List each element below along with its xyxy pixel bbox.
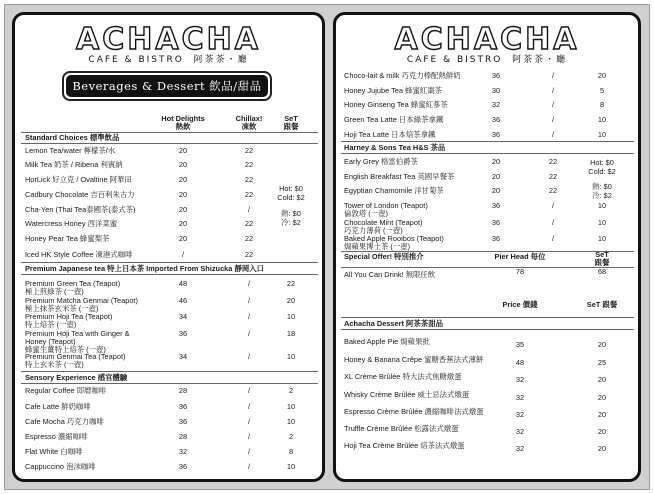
menu-item-name: Green Tea Latte 日本綠茶拿鐵 <box>344 115 444 124</box>
menu-item-set-price: 8 <box>599 100 605 109</box>
menu-item-name: Honey Ginseng Tea 蜂蜜紅蔘茶 <box>344 100 448 109</box>
menu-item-hot-price: 20 <box>178 205 188 214</box>
menu-item-hot-price: 20 <box>178 146 188 155</box>
banner-title: Beverages & Dessert 飲品/甜品 <box>66 75 268 97</box>
menu-item-chill-price: / <box>551 130 555 139</box>
menu-item-name-line2: 極上煎綠茶 (一壺) <box>25 287 84 296</box>
menu-item-chill-price: / <box>551 201 555 210</box>
dessert-item-set-price: 20 <box>597 427 607 436</box>
menu-item-name: HorLick 好立克 / Ovaltine 阿華田 <box>25 175 132 184</box>
menu-item-set-price: 10 <box>597 130 607 139</box>
menu-item-set-price: 18 <box>286 329 296 338</box>
price-note-zh: 冷: $2 <box>281 218 301 227</box>
menu-item-hot-price: 28 <box>178 432 188 441</box>
menu-item-chill-price: / <box>247 352 251 361</box>
menu-item-hot-price: 20 <box>178 175 188 184</box>
menu-item-name-line2: 焗蘋果博士茶 (一壺) <box>344 242 411 251</box>
menu-item-hot-price: / <box>181 250 185 259</box>
menu-item-hot-price: 36 <box>178 402 188 411</box>
menu-item-name: Espresso 濃縮咖啡 <box>25 432 88 441</box>
menu-item-chill-price: 22 <box>244 160 254 169</box>
menu-item-set-price: 5 <box>599 86 605 95</box>
divider <box>21 371 318 372</box>
menu-item-set-price: 10 <box>286 402 296 411</box>
menu-item-hot-price: 20 <box>491 157 501 166</box>
menu-item-set-price: 10 <box>286 352 296 361</box>
price-note-zh: 冷: $2 <box>592 191 612 200</box>
menu-item-name: Egyptian Chamomile 洋甘菊茶 <box>344 186 444 195</box>
menu-item-chill-price: / <box>247 329 251 338</box>
menu-item-name: Honey Pear Tea 蜂蜜梨茶 <box>25 234 110 243</box>
menu-item-name-line2: 特上焙茶 (一壺) <box>25 320 77 329</box>
menu-item-hot-price: 36 <box>178 329 188 338</box>
dessert-item-price: 48 <box>515 358 525 367</box>
price-note-zh: 熱: $0 <box>592 182 612 191</box>
menu-item-hot-price: 36 <box>491 218 501 227</box>
menu-item-chill-price: 22 <box>244 190 254 199</box>
menu-item-chill-price: 22 <box>244 234 254 243</box>
menu-item-chill-price: 22 <box>244 219 254 228</box>
dessert-item-price: 32 <box>515 427 525 436</box>
price-note: Cold: $2 <box>588 167 616 176</box>
menu-item-name: Lemon Tea/water 檸檬茶/水 <box>25 146 116 155</box>
menu-item-name: Chocolate Mint (Teapot) <box>344 218 423 227</box>
menu-item-hot-price: 28 <box>178 386 188 395</box>
menu-item-hot-price: 36 <box>491 234 501 243</box>
menu-item-name-line2: Honey (Teapot) <box>25 337 76 346</box>
menu-item-name: Cafe Mocha 巧克力咖啡 <box>25 417 104 426</box>
menu-item-chill-price: / <box>247 462 251 471</box>
menu-item-chill-price: / <box>247 417 251 426</box>
menu-item-name: Premium Hoji Tea with Ginger & <box>25 329 130 338</box>
menu-item-chill-price: / <box>551 218 555 227</box>
dessert-item-price: 35 <box>515 340 525 349</box>
menu-item-hot-price: 20 <box>491 172 501 181</box>
header-set-zh: 跟餐 <box>283 122 299 131</box>
divider <box>21 274 318 275</box>
section-banner <box>62 71 272 101</box>
menu-item-hot-price: 36 <box>178 462 188 471</box>
section-title-japanese: Premium Japanese tea 特上日本茶 Imported From Shizucka 靜岡入口 <box>25 264 265 273</box>
menu-item-name: Flat White 白咖啡 <box>25 447 83 456</box>
menu-item-hot-price: 32 <box>178 447 188 456</box>
price-note: Cold: $2 <box>277 193 305 202</box>
logo-chinese: 阿茶茶・廳 <box>193 55 249 65</box>
menu-item-set-price: 10 <box>597 201 607 210</box>
dessert-item-set-price: 20 <box>597 444 607 453</box>
menu-page-right <box>333 12 641 482</box>
menu-item-hot-price: 36 <box>491 201 501 210</box>
menu-item-name-line2: 極上抹茶玄米茶 (一壺) <box>25 304 99 313</box>
menu-item-chill-price: / <box>247 386 251 395</box>
menu-item-set-price: 20 <box>286 296 296 305</box>
menu-item-hot-price: 30 <box>491 86 501 95</box>
menu-item-set-price: 10 <box>286 312 296 321</box>
menu-item-chill-price: / <box>551 86 555 95</box>
dessert-item-name: Truffle Crème Brûlée 松露法式燉蛋 <box>344 424 459 433</box>
header-chill-zh: 凍飲 <box>241 122 257 131</box>
divider <box>21 383 318 384</box>
logo-chinese: 阿茶茶・廳 <box>512 55 568 65</box>
menu-item-name: Cafe Latte 鮮奶咖啡 <box>25 402 91 411</box>
menu-item-name: Milk Tea 奶茶 / Ribena 利賓納 <box>25 160 123 169</box>
menu-item-chill-price: 22 <box>548 186 558 195</box>
menu-item-name-line3: 蜂蜜生薑特上焙茶 (一壺) <box>25 345 106 354</box>
menu-item-name-line2: 特上玄米茶 (一壺) <box>25 360 84 369</box>
menu-item-name: Premium Genmai Tea (Teapot) <box>25 352 126 361</box>
section-title-sensory: Sensory Experience 感官體驗 <box>25 373 128 382</box>
menu-item-set-price: 8 <box>288 447 294 456</box>
divider <box>21 143 318 144</box>
price-note-zh: 熱: $0 <box>281 209 301 218</box>
divider <box>341 329 634 330</box>
dessert-item-set-price: 25 <box>597 358 607 367</box>
logo-subtitle: CAFE & BISTRO <box>88 55 184 65</box>
dessert-item-name: Espresso Crème Brûlée 濃縮咖啡法式燉蛋 <box>344 407 484 416</box>
header-set: SeT <box>284 114 298 123</box>
menu-item-set-price: 10 <box>286 462 296 471</box>
menu-item-chill-price: / <box>247 432 251 441</box>
header-set: SeT <box>595 250 609 259</box>
menu-item-set-price: 2 <box>288 386 294 395</box>
logo-subtitle: CAFE & BISTRO <box>406 55 503 65</box>
logo-title: ACHACHA <box>76 22 261 57</box>
menu-item-chill-price: / <box>247 279 251 288</box>
dessert-item-name: Hoji Tea Crème Brûlée 焙茶法式燉蛋 <box>344 441 465 450</box>
logo-title: ACHACHA <box>394 22 580 57</box>
menu-item-name: Cha-Yen (Thai Tea泰國茶(泰式茶) <box>25 205 136 214</box>
menu-item-name: Iced HK Style Coffee 凍港式咖啡 <box>25 250 133 259</box>
header-dessert-set: SeT 跟餐 <box>586 300 618 309</box>
menu-item-set-price: 20 <box>597 71 607 80</box>
divider <box>341 317 634 318</box>
menu-item-chill-price: / <box>247 312 251 321</box>
menu-item-chill-price: / <box>551 115 555 124</box>
menu-item-name: Choco-lait & milk 巧克力棒配熱鮮奶 <box>344 71 461 80</box>
menu-item-name: Hoji Tea Latte 日本焙茶拿鐵 <box>344 130 436 139</box>
menu-item-hot-price: 36 <box>491 130 501 139</box>
menu-item-chill-price: 22 <box>548 157 558 166</box>
dessert-item-name: Honey & Banana Crêpe 蜜糖香蕉法式薄餅 <box>344 355 484 364</box>
menu-item-name: Watercress Honey 西洋菜蜜 <box>25 219 118 228</box>
menu-item-name: Premium Hoji Tea (Teapot) <box>25 312 113 321</box>
menu-item-chill-price: / <box>551 71 555 80</box>
dessert-item-set-price: 20 <box>597 340 607 349</box>
menu-item-set-price: 2 <box>288 432 294 441</box>
menu-item-name: Honey Jujube Tea 蜂蜜紅棗茶 <box>344 86 443 95</box>
menu-item-set-price: 10 <box>597 115 607 124</box>
dessert-item-price: 32 <box>515 393 525 402</box>
menu-item-name: Premium Green Tea (Teapot) <box>25 279 121 288</box>
dessert-item-name: XL Crème Brûlée 特大法式焦糖燉蛋 <box>344 372 462 381</box>
logo <box>336 22 638 65</box>
divider <box>341 153 634 154</box>
header-hot-zh: 熱飲 <box>175 122 191 131</box>
menu-item-set-price: 10 <box>597 218 607 227</box>
special-offer-item: All You Can Drink! 無限任飲 <box>344 270 436 279</box>
special-offer-price: 78 <box>515 267 525 276</box>
menu-item-chill-price: / <box>247 402 251 411</box>
dessert-item-set-price: 20 <box>597 375 607 384</box>
menu-item-chill-price: 22 <box>244 175 254 184</box>
menu-item-hot-price: 36 <box>491 115 501 124</box>
menu-item-hot-price: 48 <box>178 279 188 288</box>
menu-item-set-price: 10 <box>286 417 296 426</box>
section-title-harney: Harney & Sons Tea H&S 茶品 <box>344 143 446 152</box>
header-set-zh: 跟餐 <box>594 258 610 267</box>
dessert-item-name: Baked Apple Pie 焗蘋果批 <box>344 337 430 346</box>
menu-item-name: Cadbury Chocolate 吉百利朱古力 <box>25 190 135 199</box>
menu-item-name: Tower of London (Teapot) <box>344 201 428 210</box>
menu-item-name: Premium Matcha Genmai (Teapot) <box>25 296 138 305</box>
section-title-special: Special Offer! 特別推介 <box>344 252 424 261</box>
header-per-head: Pier Head 每位 <box>494 252 546 261</box>
menu-item-hot-price: 20 <box>178 234 188 243</box>
menu-item-name: Baked Apple Rooibos (Teapot) <box>344 234 444 243</box>
header-hot: Hot Delights <box>161 114 205 123</box>
section-title-standard: Standard Choices 標準飲品 <box>25 133 120 142</box>
divider <box>341 267 634 268</box>
menu-item-hot-price: 36 <box>491 71 501 80</box>
dessert-item-set-price: 20 <box>597 410 607 419</box>
dessert-item-price: 32 <box>515 444 525 453</box>
menu-item-hot-price: 32 <box>491 100 501 109</box>
menu-item-set-price: 10 <box>597 234 607 243</box>
menu-item-chill-price: 22 <box>244 250 254 259</box>
menu-item-name: Regular Coffee 即磨咖啡 <box>25 386 107 395</box>
menu-item-hot-price: 20 <box>491 186 501 195</box>
price-note: Hot: $0 <box>590 158 614 167</box>
dessert-item-price: 32 <box>515 410 525 419</box>
menu-item-hot-price: 20 <box>178 190 188 199</box>
special-offer-set-price: 68 <box>597 267 607 276</box>
header-chill: Chillax! <box>235 114 263 123</box>
menu-item-name: Cappuccino 泡沫咖啡 <box>25 462 96 471</box>
menu-item-chill-price: / <box>247 205 251 214</box>
price-note: Hot: $0 <box>279 184 303 193</box>
dessert-item-name: Whisky Crème Brûlée 威士忌法式燉蛋 <box>344 390 470 399</box>
menu-item-chill-price: 22 <box>244 146 254 155</box>
divider <box>341 141 634 142</box>
menu-item-name: Early Grey 格雷伯爵茶 <box>344 157 418 166</box>
menu-item-hot-price: 20 <box>178 160 188 169</box>
menu-page-left <box>12 12 325 482</box>
menu-item-hot-price: 34 <box>178 312 188 321</box>
dessert-item-set-price: 20 <box>597 393 607 402</box>
header-price: Price 價錢 <box>502 300 538 309</box>
menu-item-hot-price: 20 <box>178 219 188 228</box>
menu-item-name-line2: 倫敦塔 (一壺) <box>344 209 388 218</box>
menu-item-set-price: 22 <box>286 279 296 288</box>
menu-item-chill-price: / <box>247 447 251 456</box>
menu-item-chill-price: 22 <box>548 172 558 181</box>
menu-item-hot-price: 34 <box>178 352 188 361</box>
menu-item-hot-price: 46 <box>178 296 188 305</box>
menu-item-chill-price: / <box>551 234 555 243</box>
menu-item-name-line2: 巧克力薄荷 (一壺) <box>344 226 403 235</box>
logo <box>15 22 322 65</box>
menu-item-hot-price: 36 <box>178 417 188 426</box>
menu-item-chill-price: / <box>551 100 555 109</box>
menu-item-chill-price: / <box>247 296 251 305</box>
dessert-item-price: 32 <box>515 375 525 384</box>
menu-item-name: English Breakfast Tea 英國早餐茶 <box>344 172 455 181</box>
section-title-dessert: Achacha Dessert 阿茶茶甜品 <box>344 319 443 328</box>
divider <box>21 262 318 263</box>
